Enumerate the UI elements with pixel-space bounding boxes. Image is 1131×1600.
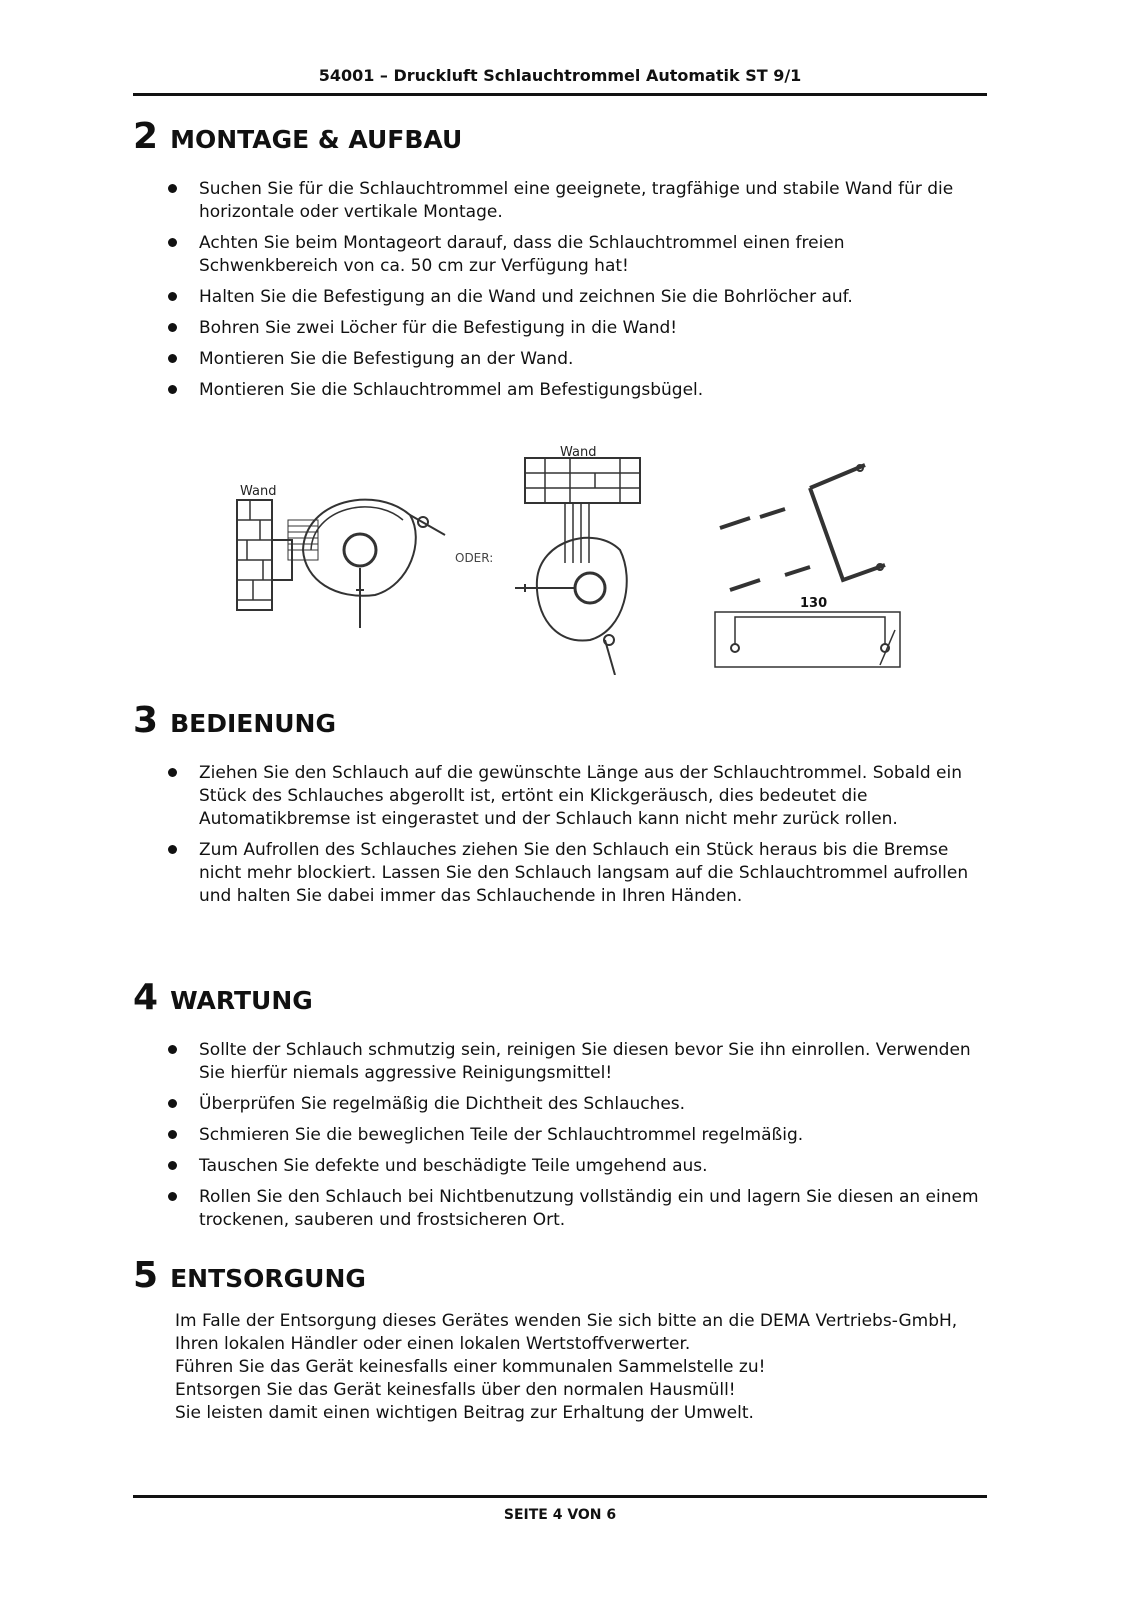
list-item: Bohren Sie zwei Löcher für die Befestigung in die Wand! [165, 317, 985, 340]
bracket-drawing [715, 465, 900, 667]
list-item: Sollte der Schlauch schmutzig sein, reinigen Sie diesen bevor Sie ihn einrollen. Verwenden Sie hierfür niemals aggressive Reinigungsmittel! [165, 1039, 985, 1085]
section-number: 2 [133, 116, 159, 157]
entsorgung-text [175, 1310, 995, 1425]
list-item: Achten Sie beim Montageort darauf, dass die Schlauchtrommel einen freien Schwenkbereich von ca. 50 cm zur Verfügung hat! [165, 232, 985, 278]
list-item: Suchen Sie für die Schlauchtrommel eine geeignete, tragfähige und stabile Wand für die horizontale oder vertikale Montage. [165, 178, 985, 224]
section-title: ENTSORGUNG [170, 1264, 366, 1293]
list-item: Ziehen Sie den Schlauch auf die gewünschte Länge aus der Schlauchtrommel. Sobald ein Stück des Schlauches abgerollt ist, ertönt ein Klickgeräusch, dies bedeutet die Automatikbremse ist eingerastet und der Schlauch kann nicht mehr zurück rollen. [165, 762, 985, 831]
list-item: Tauschen Sie defekte und beschädigte Teile umgehend aus. [165, 1155, 985, 1178]
section-number: 3 [133, 700, 159, 741]
list-item: Zum Aufrollen des Schlauches ziehen Sie den Schlauch ein Stück heraus bis die Bremse nicht mehr blockiert. Lassen Sie den Schlauch langsam auf die Schlauchtrommel aufrollen und halten Sie dabei immer das Schlauchende in Ihren Händen. [165, 839, 985, 908]
section-heading-montage [133, 116, 462, 157]
list-item: Schmieren Sie die beweglichen Teile der Schlauchtrommel regelmäßig. [165, 1124, 985, 1147]
list-item: Montieren Sie die Schlauchtrommel am Befestigungsbügel. [165, 379, 985, 402]
paragraph-line: Führen Sie das Gerät keinesfalls einer kommunalen Sammelstelle zu! [175, 1357, 766, 1377]
or-label: ODER: [455, 551, 494, 565]
paragraph-line: Sie leisten damit einen wichtigen Beitrag zur Erhaltung der Umwelt. [175, 1403, 754, 1423]
bedienung-list [165, 762, 985, 916]
footer-rule [133, 1495, 987, 1498]
page-number: SEITE 4 VON 6 [503, 1507, 617, 1523]
section-number: 5 [133, 1255, 159, 1296]
paragraph-line: Entsorgen Sie das Gerät keinesfalls über den normalen Hausmüll! [175, 1380, 736, 1400]
list-item: Rollen Sie den Schlauch bei Nichtbenutzung vollständig ein und lagern Sie diesen an einem trockenen, sauberen und frostsicheren Ort. [165, 1186, 985, 1232]
mounting-illustration [225, 440, 925, 679]
wall-label-top: Wand [560, 445, 597, 460]
section-heading-entsorgung [133, 1255, 366, 1296]
section-title: WARTUNG [170, 986, 313, 1015]
list-item: Überprüfen Sie regelmäßig die Dichtheit des Schlauches. [165, 1093, 985, 1116]
list-item: Halten Sie die Befestigung an die Wand und zeichnen Sie die Bohrlöcher auf. [165, 286, 985, 309]
wall-left-drawing [237, 500, 318, 610]
wartung-list [165, 1039, 985, 1240]
header-rule [133, 93, 987, 96]
dimension-label: 130 [800, 596, 828, 611]
hose-reel-horizontal [303, 500, 445, 628]
list-item: Montieren Sie die Befestigung an der Wand. [165, 348, 985, 371]
document-header: 54001 – Druckluft Schlauchtrommel Automatik ST 9/1 [318, 66, 802, 85]
paragraph-line: Im Falle der Entsorgung dieses Gerätes wenden Sie sich bitte an die DEMA Vertriebs-GmbH, Ihren lokalen Händler oder einen lokalen Wertstoffverwerter. [175, 1311, 958, 1354]
wall-label-left: Wand [240, 484, 277, 499]
section-heading-bedienung [133, 700, 336, 741]
section-heading-wartung [133, 977, 313, 1018]
section-number: 4 [133, 977, 159, 1018]
section-title: MONTAGE & AUFBAU [170, 125, 463, 154]
section-title: BEDIENUNG [170, 709, 336, 738]
montage-list [165, 178, 985, 410]
wall-top-drawing [515, 458, 640, 675]
